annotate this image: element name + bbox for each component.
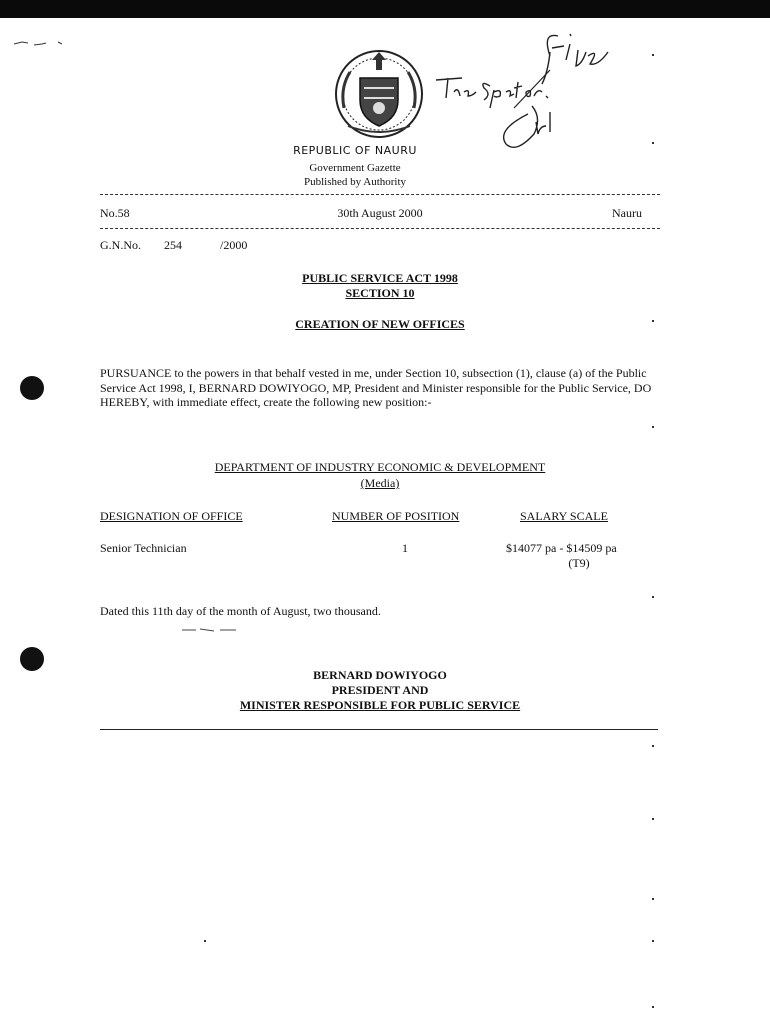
scan-mark (12, 34, 64, 42)
punch-hole (20, 647, 44, 671)
speck (652, 940, 654, 942)
speck (652, 54, 654, 56)
footer-rule (100, 729, 658, 730)
header-rule-top (100, 194, 660, 195)
gazette-place: Nauru (612, 206, 642, 220)
signatory-title2: MINISTER RESPONSIBLE FOR PUBLIC SERVICE (239, 698, 521, 712)
gazette-number: No.58 (100, 206, 130, 220)
republic-name: REPUBLIC OF NAURU (293, 144, 417, 157)
row-scale: (T9) (568, 556, 590, 570)
department-sub: (Media) (360, 476, 400, 490)
signatory-name: BERNARD DOWIYOGO (313, 668, 447, 682)
nauru-coat-of-arms-icon (330, 48, 428, 140)
speck (652, 142, 654, 144)
section-title: SECTION 10 (345, 286, 415, 300)
header-designation: DESIGNATION OF OFFICE (100, 509, 243, 523)
gn-label: G.N.No. (100, 238, 141, 252)
row-salary: $14077 pa - $14509 pa (506, 541, 617, 555)
row-designation: Senior Technician (100, 541, 187, 555)
authority-line: Published by Authority (303, 176, 407, 188)
speck (652, 596, 654, 598)
header-number: NUMBER OF POSITION (332, 509, 460, 523)
gazette-title: Government Gazette (309, 162, 401, 174)
speck (652, 426, 654, 428)
handwritten-note (432, 22, 652, 162)
speck (204, 940, 206, 942)
speck (652, 818, 654, 820)
punch-hole (20, 376, 44, 400)
subject-title: CREATION OF NEW OFFICES (295, 317, 465, 331)
gazette-date: 30th August 2000 (337, 206, 423, 220)
scan-top-border (0, 0, 770, 18)
gn-year: /2000 (220, 238, 248, 252)
row-number: 1 (402, 541, 408, 555)
speck (652, 1006, 654, 1008)
pursuance-paragraph: PURSUANCE to the powers in that behalf vested in me, under Section 10, subsection (1), clause (a) of the Public Service Act 1998, I, BERNARD DOWIYOGO, MP, President and Minister responsible for the Public Service, DO HEREBY, with immediate effect, create the following new position:- (100, 366, 652, 409)
speck (652, 320, 654, 322)
act-title: PUBLIC SERVICE ACT 1998 (302, 271, 458, 285)
signatory-title1: PRESIDENT AND (331, 683, 429, 697)
header-rule-bottom (100, 228, 660, 229)
department-name: DEPARTMENT OF INDUSTRY ECONOMIC & DEVELOPMENT (214, 460, 546, 474)
speck (652, 898, 654, 900)
gn-number: 254 (164, 238, 182, 252)
header-salary: SALARY SCALE (520, 509, 608, 523)
dated-line: Dated this 11th day of the month of August, two thousand. (100, 604, 381, 618)
scan-mark (180, 620, 240, 626)
speck (652, 745, 654, 747)
